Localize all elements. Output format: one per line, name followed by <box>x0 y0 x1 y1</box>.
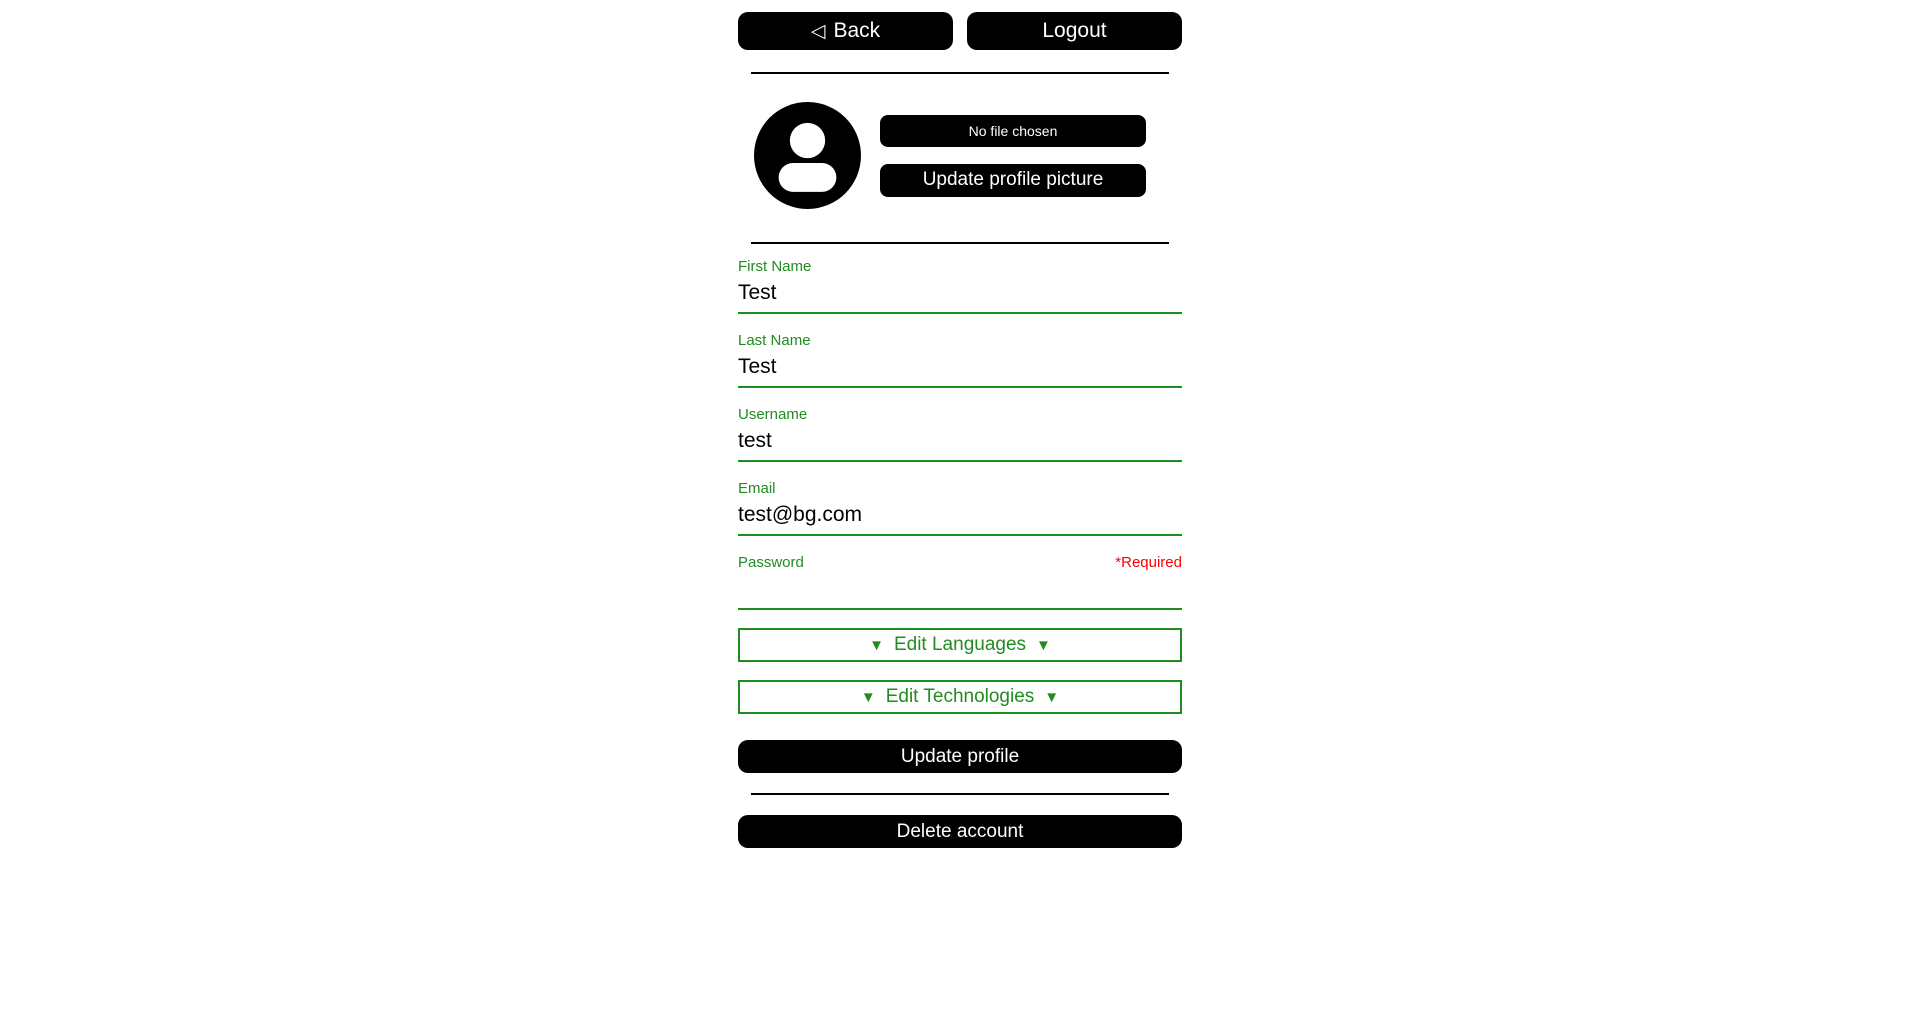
update-profile-picture-button[interactable] <box>880 164 1146 197</box>
back-button[interactable] <box>738 12 953 50</box>
username-field <box>738 406 1182 462</box>
delete-account-label: Delete account <box>896 820 1024 842</box>
profile-form <box>738 258 1182 773</box>
logout-button-label: Logout <box>1042 19 1107 42</box>
last-name-field <box>738 332 1182 388</box>
logout-button[interactable] <box>967 12 1182 50</box>
person-circle-icon <box>754 102 861 209</box>
password-label: Password <box>738 554 804 571</box>
last-name-label: Last Name <box>738 332 811 349</box>
top-button-row <box>738 12 1182 50</box>
back-arrow-icon: ◁ <box>810 20 826 42</box>
password-label-row <box>738 554 1182 572</box>
edit-technologies-button[interactable] <box>738 680 1182 714</box>
file-input-button[interactable] <box>880 115 1146 147</box>
update-profile-label: Update profile <box>900 745 1020 767</box>
chevron-down-icon: ▼ <box>1036 636 1051 654</box>
password-input[interactable] <box>738 576 1182 608</box>
profile-picture-section <box>738 102 1182 209</box>
email-input[interactable] <box>738 502 1182 534</box>
edit-languages-button[interactable] <box>738 628 1182 662</box>
chevron-down-icon: ▼ <box>1044 688 1060 706</box>
chevron-down-icon: ▼ <box>860 688 876 706</box>
file-status-label: No file chosen <box>968 122 1058 139</box>
email-label: Email <box>738 480 776 497</box>
username-input[interactable] <box>738 428 1182 460</box>
delete-account-button[interactable] <box>738 815 1182 848</box>
update-profile-button[interactable] <box>738 740 1182 773</box>
picture-upload-controls <box>880 115 1146 197</box>
edit-technologies-label: Edit Technologies <box>885 686 1035 707</box>
chevron-down-icon: ▼ <box>869 636 884 654</box>
first-name-field <box>738 258 1182 314</box>
edit-languages-label: Edit Languages <box>893 634 1027 655</box>
profile-page <box>738 0 1182 848</box>
divider <box>751 793 1169 795</box>
divider <box>751 72 1169 74</box>
first-name-input[interactable] <box>738 280 1182 312</box>
last-name-input[interactable] <box>738 354 1182 386</box>
back-button-label: Back <box>833 19 881 42</box>
first-name-label: First Name <box>738 258 812 275</box>
password-field <box>738 554 1182 610</box>
update-picture-label: Update profile picture <box>922 169 1104 190</box>
email-field <box>738 480 1182 536</box>
divider <box>751 242 1169 244</box>
required-badge: *Required <box>1115 554 1182 571</box>
username-label: Username <box>738 406 808 423</box>
